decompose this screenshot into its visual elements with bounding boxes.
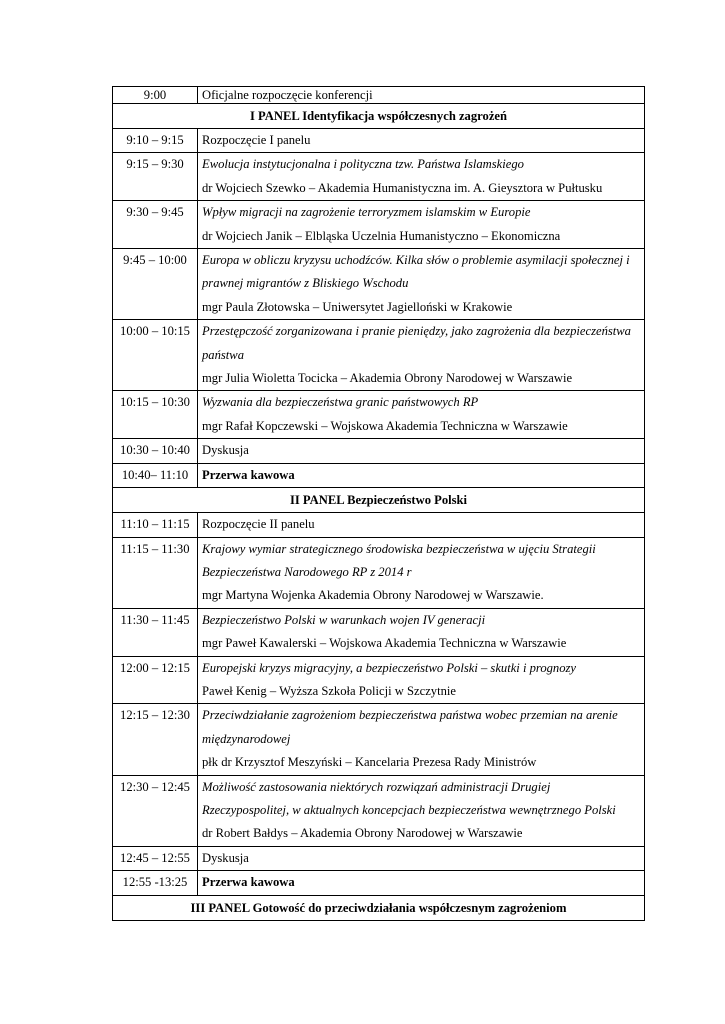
session-description xyxy=(198,391,645,439)
time-slot: 10:00 – 10:15 xyxy=(113,320,198,391)
schedule-row xyxy=(113,608,645,656)
time-slot: 9:10 – 9:15 xyxy=(113,129,198,153)
session-description xyxy=(198,129,645,153)
time-slot: 12:15 – 12:30 xyxy=(113,704,198,775)
session-description xyxy=(198,608,645,656)
schedule-row xyxy=(113,439,645,463)
speaker-name: Paweł Kenig – Wyższa Szkoła Policji w Szczytnie xyxy=(202,683,456,698)
schedule-row xyxy=(113,249,645,320)
session-description xyxy=(198,775,645,846)
talk-title: Europa w obliczu kryzysu uchodźców. Kilka słów o problemie asymilacji społecznej i prawnej migrantów z Bliskiego Wschodu xyxy=(202,253,630,291)
panel-title: II PANEL Bezpieczeństwo Polski xyxy=(113,488,645,513)
schedule-row xyxy=(113,537,645,608)
speaker-name: mgr Rafał Kopczewski – Wojskowa Akademia Techniczna w Warszawie xyxy=(202,418,568,433)
talk-title: Przeciwdziałanie zagrożeniom bezpieczeństwa państwa wobec przemian na arenie międzynarodowej xyxy=(202,708,618,746)
session-description xyxy=(198,656,645,704)
talk-title: Krajowy wymiar strategicznego środowiska bezpieczeństwa w ujęciu Strategii Bezpieczeństwa Narodowego RP z 2014 r xyxy=(202,541,596,579)
panel-title: III PANEL Gotowość do przeciwdziałania współczesnym zagrożeniom xyxy=(113,895,645,920)
session-description xyxy=(198,201,645,249)
panel-title: I PANEL Identyfikacja współczesnych zagrożeń xyxy=(113,104,645,129)
time-slot: 9:45 – 10:00 xyxy=(113,249,198,320)
schedule-row xyxy=(113,153,645,201)
time-slot: 9:00 xyxy=(113,87,198,104)
time-slot: 9:15 – 9:30 xyxy=(113,153,198,201)
break-label: Przerwa kawowa xyxy=(202,875,295,890)
schedule-row xyxy=(113,513,645,537)
session-description xyxy=(198,871,645,895)
schedule-row xyxy=(113,201,645,249)
time-slot: 12:00 – 12:15 xyxy=(113,656,198,704)
time-slot: 10:30 – 10:40 xyxy=(113,439,198,463)
time-slot: 11:15 – 11:30 xyxy=(113,537,198,608)
schedule-row xyxy=(113,704,645,775)
speaker-name: dr Robert Bałdys – Akademia Obrony Narodowej w Warszawie xyxy=(202,826,523,841)
speaker-name: płk dr Krzysztof Meszyński – Kancelaria Prezesa Rady Ministrów xyxy=(202,755,537,770)
time-slot: 11:30 – 11:45 xyxy=(113,608,198,656)
panel-header-row xyxy=(113,104,645,129)
session-label: Oficjalne rozpoczęcie konferencji xyxy=(202,88,373,102)
schedule-row xyxy=(113,391,645,439)
panel-header-row xyxy=(113,488,645,513)
time-slot: 12:30 – 12:45 xyxy=(113,775,198,846)
speaker-name: dr Wojciech Janik – Elbląska Uczelnia Humanistyczno – Ekonomiczna xyxy=(202,228,561,243)
time-slot: 11:10 – 11:15 xyxy=(113,513,198,537)
conference-schedule-table xyxy=(112,86,645,921)
break-label: Przerwa kawowa xyxy=(202,467,295,482)
session-description xyxy=(198,704,645,775)
schedule-row xyxy=(113,320,645,391)
talk-title: Wpływ migracji na zagrożenie terroryzmem islamskim w Europie xyxy=(202,205,531,220)
schedule-row xyxy=(113,846,645,870)
talk-title: Europejski kryzys migracyjny, a bezpieczeństwo Polski – skutki i prognozy xyxy=(202,660,577,675)
speaker-name: mgr Paweł Kawalerski – Wojskowa Akademia Techniczna w Warszawie xyxy=(202,636,567,651)
schedule-row xyxy=(113,463,645,487)
session-description xyxy=(198,87,645,104)
talk-title: Możliwość zastosowania niektórych rozwiązań administracji Drugiej Rzeczypospolitej, w aktualnych koncepcjach bezpieczeństwa wewnętrznego Polski xyxy=(202,779,616,817)
schedule-row xyxy=(113,871,645,895)
session-description xyxy=(198,439,645,463)
session-description xyxy=(198,463,645,487)
talk-title: Bezpieczeństwo Polski w warunkach wojen IV generacji xyxy=(202,612,486,627)
schedule-row xyxy=(113,775,645,846)
session-description xyxy=(198,320,645,391)
speaker-name: mgr Paula Złotowska – Uniwersytet Jagielloński w Krakowie xyxy=(202,299,513,314)
session-label: Rozpoczęcie II panelu xyxy=(202,517,315,532)
time-slot: 10:15 – 10:30 xyxy=(113,391,198,439)
session-description xyxy=(198,153,645,201)
session-label: Dyskusja xyxy=(202,443,249,458)
time-slot: 12:45 – 12:55 xyxy=(113,846,198,870)
talk-title: Wyzwania dla bezpieczeństwa granic państwowych RP xyxy=(202,395,479,410)
speaker-name: dr Wojciech Szewko – Akademia Humanistyczna im. A. Gieysztora w Pułtusku xyxy=(202,180,603,195)
schedule-row xyxy=(113,87,645,104)
talk-title: Przestępczość zorganizowana i pranie pieniędzy, jako zagrożenia dla bezpieczeństwa państwa xyxy=(202,324,631,362)
time-slot: 12:55 -13:25 xyxy=(113,871,198,895)
talk-title: Ewolucja instytucjonalna i polityczna tzw. Państwa Islamskiego xyxy=(202,157,524,172)
session-description xyxy=(198,846,645,870)
schedule-row xyxy=(113,129,645,153)
time-slot: 9:30 – 9:45 xyxy=(113,201,198,249)
session-label: Dyskusja xyxy=(202,850,249,865)
session-description xyxy=(198,537,645,608)
speaker-name: mgr Martyna Wojenka Akademia Obrony Narodowej w Warszawie. xyxy=(202,588,544,603)
session-label: Rozpoczęcie I panelu xyxy=(202,133,311,147)
session-description xyxy=(198,513,645,537)
time-slot: 10:40– 11:10 xyxy=(113,463,198,487)
session-description xyxy=(198,249,645,320)
speaker-name: mgr Julia Wioletta Tocicka – Akademia Obrony Narodowej w Warszawie xyxy=(202,371,573,386)
schedule-row xyxy=(113,656,645,704)
panel-header-row xyxy=(113,895,645,920)
